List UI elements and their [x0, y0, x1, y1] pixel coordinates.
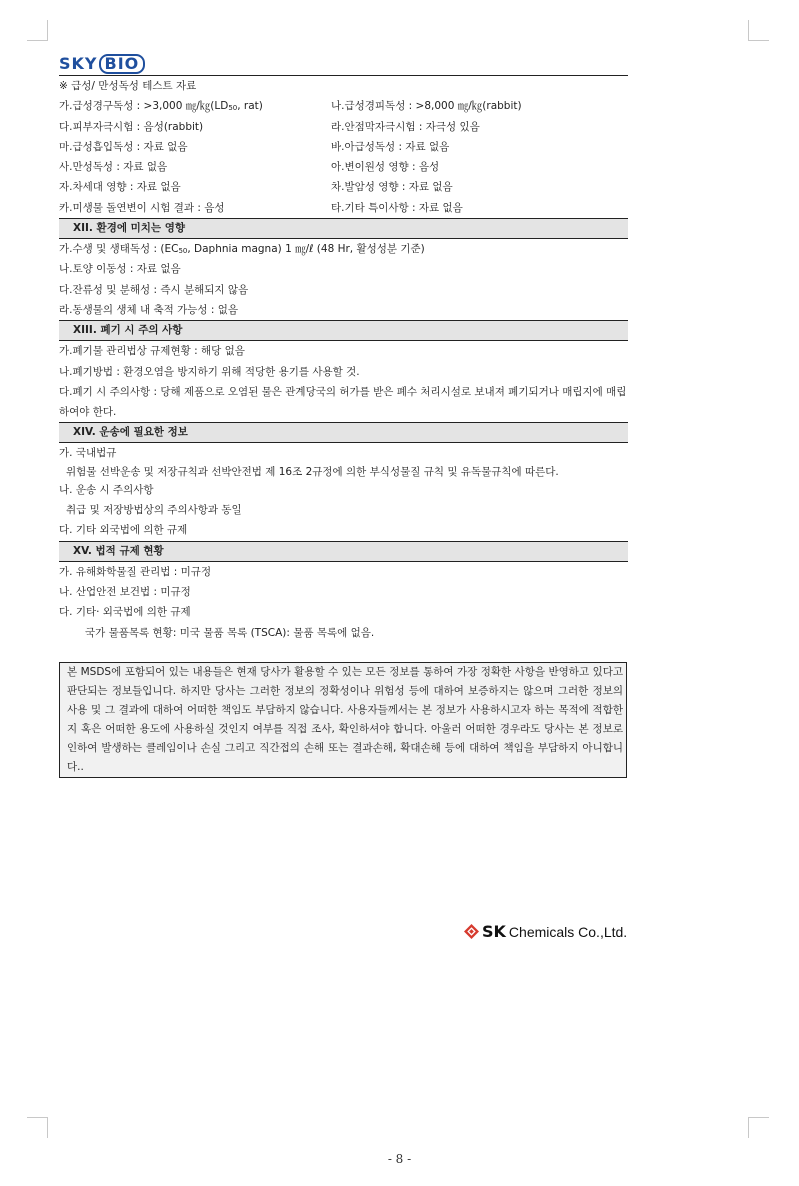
- sk-chemicals-logo: [464, 922, 627, 941]
- section-14-line: 나. 운송 시 주의사항: [59, 483, 154, 496]
- section-14-detail: 취급 및 저장방법상의 주의사항과 동일: [66, 504, 242, 517]
- section-15-line: 다. 기타· 외국법에 의한 규제: [59, 606, 191, 619]
- toxicity-item: 차.발암성 영향 : 자료 없음: [331, 181, 453, 194]
- section-15-title: XV. 법적 규제 현황: [59, 541, 628, 562]
- toxicity-item: 가.급성경구독성 : >3,000 $㎎/㎏(LD_{50}$, rat): [59, 100, 263, 113]
- toxicity-row: [59, 117, 628, 137]
- toxicity-item: 카.미생물 돌연변이 시험 결과 : 음성: [59, 201, 225, 214]
- crop-mark-bottom-right: [748, 1117, 769, 1138]
- toxicity-item: 바.아급성독성 : 자료 없음: [331, 140, 450, 153]
- section-12-title: XII. 환경에 미치는 영향: [59, 218, 628, 239]
- sk-diamond-icon: [464, 924, 479, 939]
- section-13-line: 나.폐기방법 : 환경오염을 방지하기 위해 적당한 용기를 사용할 것.: [59, 365, 360, 378]
- page-number: - 8 -: [387, 1152, 412, 1166]
- section-12-line: 나.토양 이동성 : 자료 없음: [59, 263, 181, 276]
- crop-mark-top-right: [748, 20, 769, 41]
- toxicity-item: 마.급성흡입독성 : 자료 없음: [59, 140, 188, 153]
- toxicity-title: ※ 급성/ 만성독성 테스트 자료: [59, 80, 197, 92]
- section-14-line: 가. 국내법규: [59, 447, 117, 460]
- toxicity-row: [59, 96, 628, 116]
- toxicity-item: 사.만성독성 : 자료 없음: [59, 161, 168, 174]
- logo-bio-text: BIO: [99, 54, 146, 74]
- sk-brand-text: SK: [482, 922, 506, 941]
- toxicity-item: 자.차세대 영향 : 자료 없음: [59, 181, 181, 194]
- toxicity-row: [59, 157, 628, 177]
- section-15-line: 가. 유해화학물질 관리법 : 미규정: [59, 565, 212, 578]
- toxicity-item: 타.기타 특이사항 : 자료 없음: [331, 201, 463, 214]
- toxicity-item: 나.급성경피독성 : >8,000 ㎎/㎏(rabbit): [331, 100, 522, 113]
- document-body: [59, 75, 628, 643]
- crop-mark-bottom-left: [27, 1117, 48, 1138]
- toxicity-row: [59, 198, 628, 218]
- section-12-line: 다.잔류성 및 분해성 : 즉시 분해되지 않음: [59, 283, 249, 296]
- section-14-line: 다. 기타 외국법에 의한 규제: [59, 524, 188, 537]
- section-14-detail: 위험물 선박운송 및 저장규칙과 선박안전법 제 16조 2규정에 의한 부식성물질 규칙 및 유독물규칙에 따른다.: [66, 465, 559, 478]
- disclaimer-box: 본 MSDS에 포함되어 있는 내용들은 현재 당사가 활용할 수 있는 모든 정보를 통하여 가장 정확한 사항을 반영하고 있다고 판단되는 정보들입니다. 하지만 당사는 그러한 정보의 정확성이나 위험성 등에 대하여 보증하지는 않으며 그러한 정보의 사용 및 그 결과에 대하여 어떠한 책임도 부담하지 않습니다. 사용자들께서는 본 정보가 사용하시고자 하는 목적에 적합한지 혹은 어떠한 용도에 사용하실 것인지 여부를 직접 조사, 확인하셔야 합니다. 아울러 어떠한 경우라도 당사는 본 정보로 인하여 발생하는 클레임이나 손실 그리고 직간접의 손해 또는 결과손해, 확대손해 등에 대하여 책임을 부담하지 아니합니다..: [59, 662, 627, 778]
- skybio-logo: [59, 54, 145, 74]
- section-15-line: 나. 산업안전 보건법 : 미규정: [59, 585, 191, 598]
- logo-sky-text: SKY: [59, 54, 98, 73]
- section-13-line: 다.폐기 시 주의사항 : 당해 제품으로 오염된 물은 관계당국의 허가를 받은 폐수 처리시설로 보내져 폐기되거나 매립지에 매립하여야 한다.: [59, 385, 627, 419]
- section-13-line: 가.폐기물 관리법상 규제현황 : 해당 없음: [59, 345, 245, 358]
- crop-mark-top-left: [27, 20, 48, 41]
- section-15-subline: 국가 물품목록 현황: 미국 물품 목록 (TSCA): 물품 목록에 없음.: [85, 626, 375, 639]
- toxicity-row: [59, 177, 628, 197]
- section-12-line: 가.수생 및 생태독성 : ($EC_{50}$, Daphnia magna) 1 ㎎/ℓ (48 Hr, 활성성분 기준): [59, 243, 425, 256]
- toxicity-row: [59, 137, 628, 157]
- section-13-title: XIII. 폐기 시 주의 사항: [59, 320, 628, 341]
- toxicity-item: 라.안점막자극시험 : 자극성 있음: [331, 120, 480, 133]
- toxicity-item: 다.피부자극시험 : 음성(rabbit): [59, 120, 204, 133]
- toxicity-item: 아.변이원성 영향 : 음성: [331, 161, 440, 174]
- sk-company-text: Chemicals Co.,Ltd.: [508, 923, 628, 940]
- section-12-line: 라.동생물의 생체 내 축적 가능성 : 없음: [59, 303, 239, 316]
- section-14-title: XIV. 운송에 필요한 정보: [59, 422, 628, 443]
